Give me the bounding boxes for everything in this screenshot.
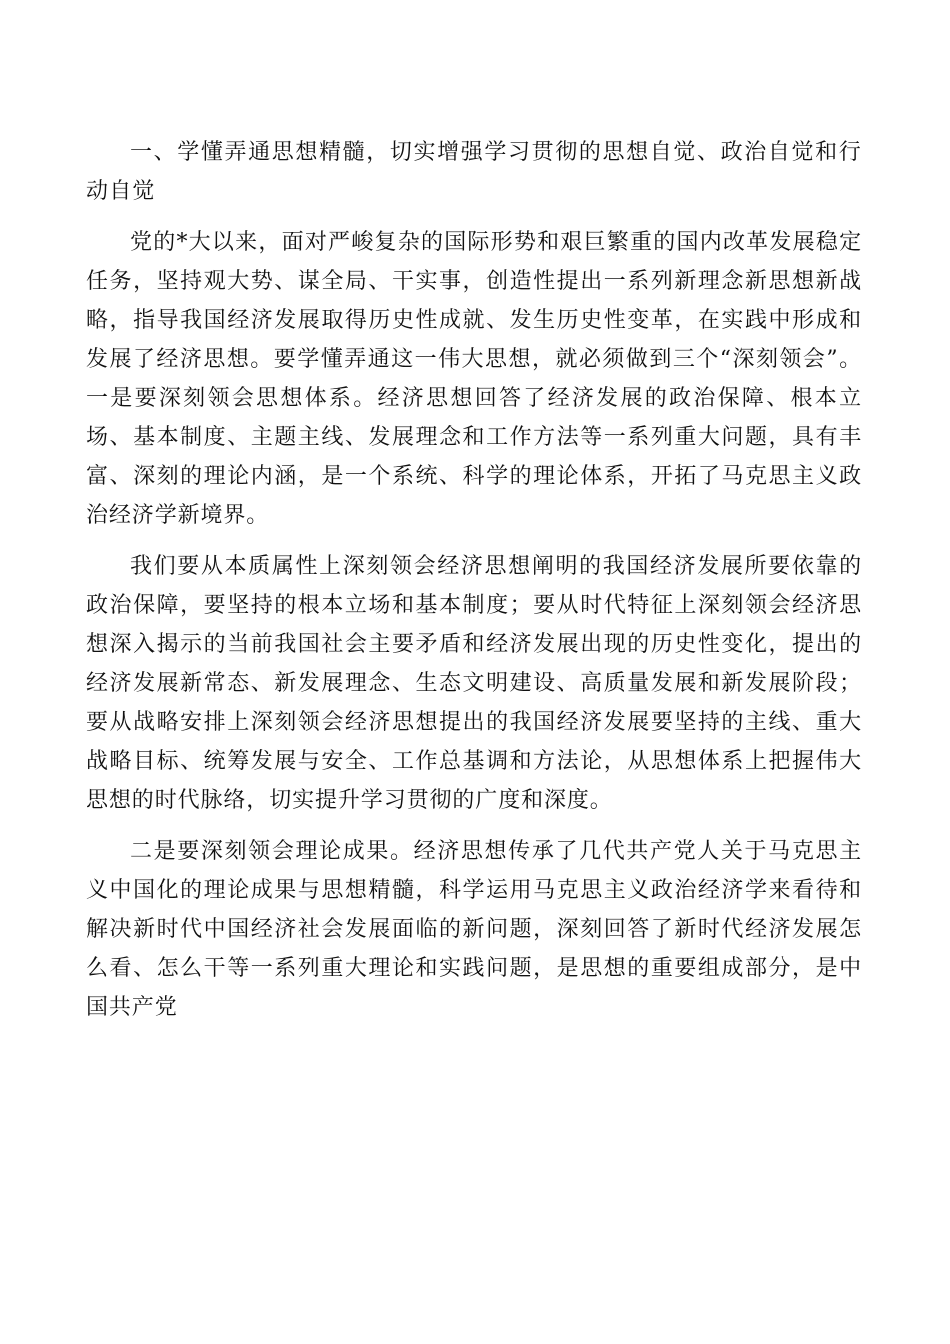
body-paragraph: 二是要深刻领会理论成果。经济思想传承了几代共产党人关于马克思主义中国化的理论成果与思想精髓，科学运用马克思主义政治经济学来看待和解决新时代中国经济社会发展面临的新问题，深刻回答了新时代经济发展怎么看、怎么干等一系列重大理论和实践问题，是思想的重要组成部分，是中国共产党 <box>86 839 862 1020</box>
document-body <box>86 133 862 1039</box>
body-paragraph: 党的*大以来，面对严峻复杂的国际形势和艰巨繁重的国内改革发展稳定任务，坚持观大势、谋全局、干实事，创造性提出一系列新理念新思想新战略，指导我国经济发展取得历史性成就、发生历史性变革，在实践中形成和发展了经济思想。要学懂弄通这一伟大思想，就必须做到三个“深刻领会”。一是要深刻领会思想体系。经济思想回答了经济发展的政治保障、根本立场、基本制度、主题主线、发展理念和工作方法等一系列重大问题，具有丰富、深刻的理论内涵，是一个系统、科学的理论体系，开拓了马克思主义政治经济学新境界。 <box>86 230 862 528</box>
body-paragraph: 我们要从本质属性上深刻领会经济思想阐明的我国经济发展所要依靠的政治保障，要坚持的根本立场和基本制度；要从时代特征上深刻领会经济思想深入揭示的当前我国社会主要矛盾和经济发展出现的历史性变化，提出的经济发展新常态、新发展理念、生态文明建设、高质量发展和新发展阶段；要从战略安排上深刻领会经济思想提出的我国经济发展要坚持的主线、重大战略目标、统筹发展与安全、工作总基调和方法论，从思想体系上把握伟大思想的时代脉络，切实提升学习贯彻的广度和深度。 <box>86 554 862 813</box>
section-heading: 一、学懂弄通思想精髓，切实增强学习贯彻的思想自觉、政治自觉和行动自觉 <box>86 140 862 204</box>
